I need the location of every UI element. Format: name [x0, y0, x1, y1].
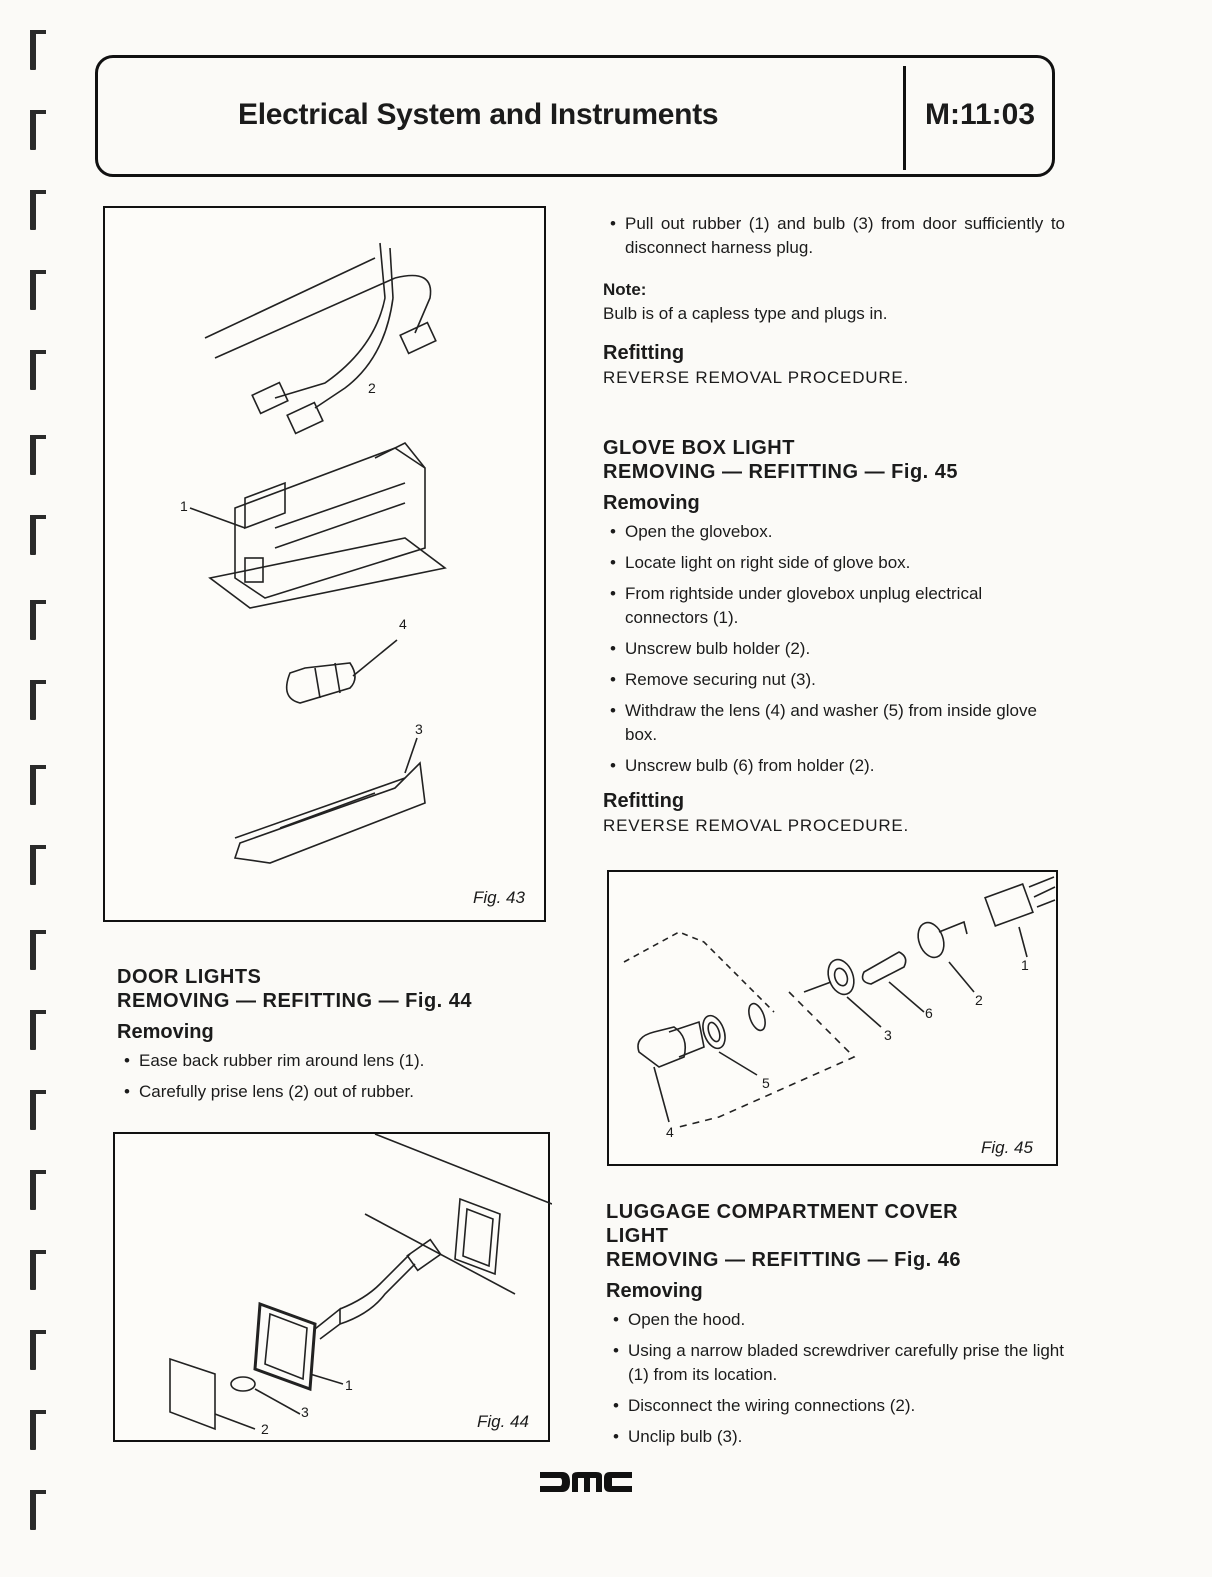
glove-box-section	[603, 436, 1065, 838]
list-item: • Unscrew bulb holder (2).	[603, 637, 1065, 661]
fig45-caption: Fig. 45	[981, 1138, 1033, 1157]
fig45-callout-1: 1	[1021, 957, 1029, 973]
list-item: • Open the glovebox.	[603, 520, 1065, 544]
luggage-removing-heading: Removing	[606, 1280, 703, 1302]
note-heading: Note:	[603, 280, 647, 299]
luggage-title-line1: LUGGAGE COMPARTMENT COVER	[606, 1201, 959, 1223]
fig45-callout-3: 3	[884, 1027, 892, 1043]
door-lights-steps	[117, 1049, 537, 1104]
luggage-steps	[606, 1308, 1064, 1449]
right-column-top	[603, 208, 1065, 390]
door-lights-subtitle: REMOVING — REFITTING — Fig. 44	[117, 990, 473, 1012]
fig43-caption: Fig. 43	[473, 888, 525, 907]
list-item: • Locate light on right side of glove box.	[603, 551, 1065, 575]
fig44-illustration	[115, 1134, 552, 1444]
header-divider	[903, 66, 906, 170]
fig45-callout-2: 2	[975, 992, 983, 1008]
refitting-heading: Refitting	[603, 342, 685, 364]
section-code: M:11:03	[924, 98, 1036, 131]
door-lights-title: DOOR LIGHTS	[117, 966, 262, 988]
list-item: • Ease back rubber rim around lens (1).	[117, 1049, 537, 1073]
fig43-illustration	[105, 208, 548, 924]
glove-box-title: GLOVE BOX LIGHT	[603, 437, 795, 459]
luggage-title-line2: LIGHT	[606, 1225, 669, 1247]
list-item: • Carefully prise lens (2) out of rubber.	[117, 1080, 537, 1104]
fig44-callout-1: 1	[345, 1377, 353, 1393]
figure-43	[103, 206, 546, 922]
glove-box-removing-heading: Removing	[603, 492, 700, 514]
glove-box-refitting-text: REVERSE REMOVAL PROCEDURE.	[603, 816, 910, 835]
fig45-callout-5: 5	[762, 1075, 770, 1091]
glove-box-subtitle: REMOVING — REFITTING — Fig. 45	[603, 461, 959, 483]
figure-44	[113, 1132, 550, 1442]
page-title: Electrical System and Instruments	[238, 98, 719, 131]
list-item: • Disconnect the wiring connections (2).	[606, 1394, 1064, 1418]
fig45-callout-4: 4	[666, 1124, 674, 1140]
door-lights-steps-cont	[603, 212, 1065, 260]
fig45-callout-6: 6	[925, 1005, 933, 1021]
figure-45	[607, 870, 1058, 1166]
fig43-callout-2: 2	[368, 380, 376, 396]
fig43-callout-1: 1	[180, 498, 188, 514]
dmc-logo	[540, 1470, 632, 1499]
door-lights-removing-heading: Removing	[117, 1021, 214, 1043]
glove-box-steps	[603, 520, 1065, 778]
list-item: • Open the hood.	[606, 1308, 1064, 1332]
list-item: • Withdraw the lens (4) and washer (5) from inside glove box.	[603, 699, 1065, 747]
list-item: • From rightside under glovebox unplug electrical connectors (1).	[603, 582, 1065, 630]
luggage-subtitle: REMOVING — REFITTING — Fig. 46	[606, 1249, 962, 1271]
list-item: • Pull out rubber (1) and bulb (3) from door sufficiently to disconnect harness plug.	[603, 212, 1065, 260]
door-lights-section	[117, 965, 537, 1111]
list-item: • Unscrew bulb (6) from holder (2).	[603, 754, 1065, 778]
fig44-callout-3: 3	[301, 1404, 309, 1420]
fig45-illustration	[609, 872, 1060, 1168]
luggage-section	[606, 1200, 1064, 1456]
fig43-callout-3: 3	[415, 721, 423, 737]
page-header	[95, 55, 1055, 177]
refitting-text: REVERSE REMOVAL PROCEDURE.	[603, 368, 910, 387]
list-item: • Unclip bulb (3).	[606, 1425, 1064, 1449]
fig44-caption: Fig. 44	[477, 1412, 529, 1431]
list-item: • Using a narrow bladed screwdriver carefully prise the light (1) from its location.	[606, 1339, 1064, 1387]
glove-box-refitting-heading: Refitting	[603, 790, 685, 812]
fig43-callout-4: 4	[399, 616, 407, 632]
note-text: Bulb is of a capless type and plugs in.	[603, 304, 888, 323]
fig44-callout-2: 2	[261, 1421, 269, 1437]
list-item: • Remove securing nut (3).	[603, 668, 1065, 692]
